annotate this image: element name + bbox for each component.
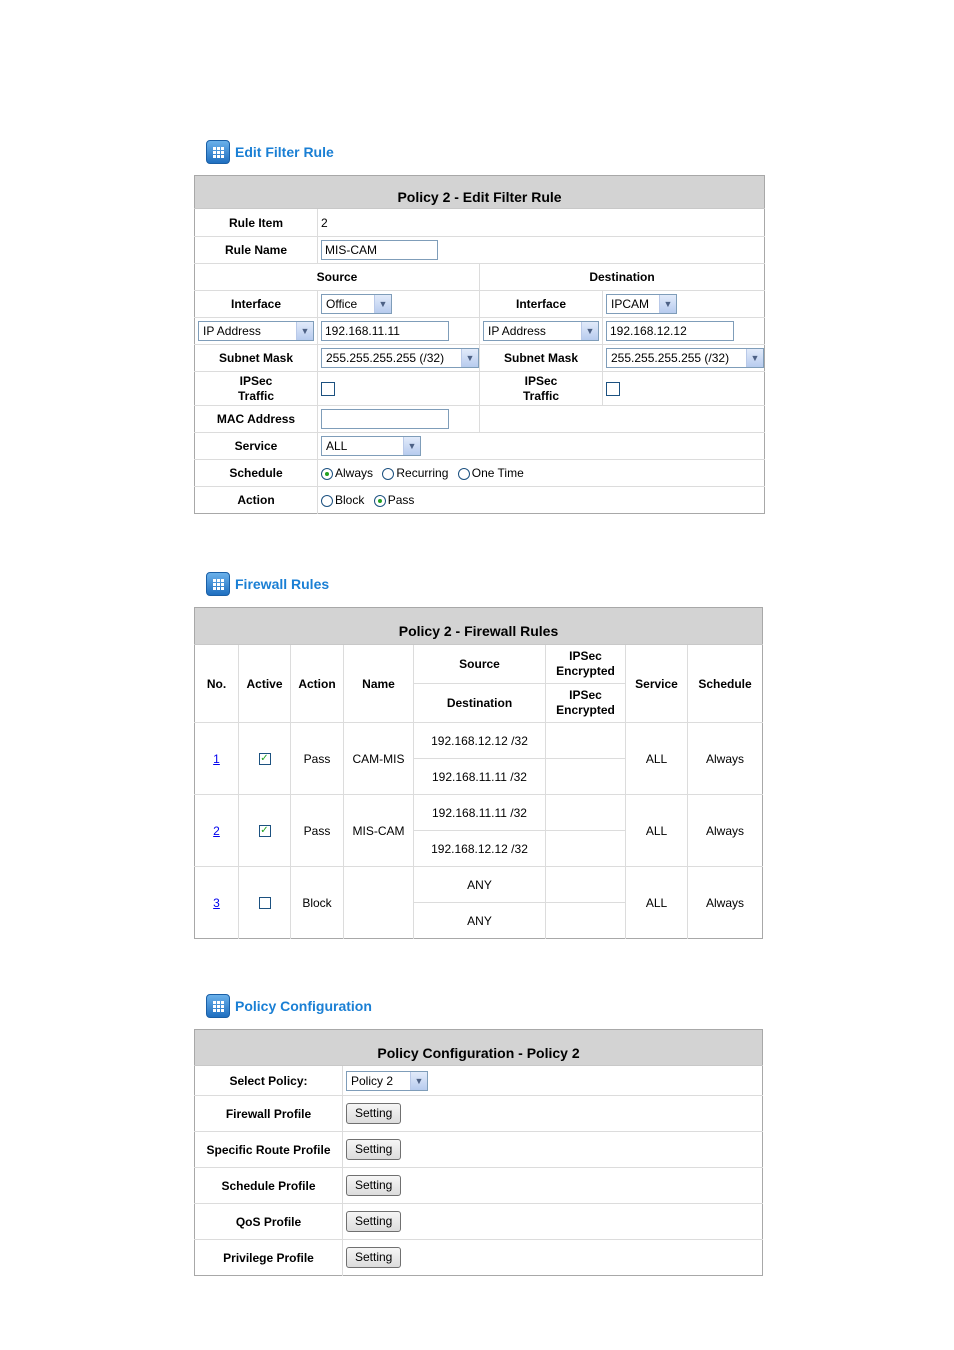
service-label: Service (195, 433, 318, 460)
row-schedule: Always (706, 895, 745, 910)
destination-ip-input[interactable]: 192.168.12.12 (606, 321, 734, 341)
column-header-destination: Destination (414, 684, 546, 723)
row-action: Pass (291, 795, 344, 867)
source-interface-label: Interface (195, 291, 318, 318)
column-header-schedule: Schedule (688, 645, 763, 723)
row-name: MIS-CAM (344, 795, 414, 867)
row-destination: 192.168.12.12 /32 (414, 831, 546, 867)
panel-header: Policy 2 - Firewall Rules (195, 608, 763, 645)
rule-link-1[interactable]: 1 (213, 751, 220, 766)
source-ipsec-checkbox[interactable] (321, 382, 335, 396)
policy-select[interactable]: Policy 2 ▼ (346, 1071, 428, 1091)
grid-icon (206, 994, 230, 1018)
radio-icon (321, 468, 333, 480)
specific-route-profile-setting-button[interactable]: Setting (346, 1139, 401, 1160)
row-service: ALL (626, 723, 688, 795)
rule-name-input[interactable]: MIS-CAM (321, 240, 438, 260)
qos-profile-label: QoS Profile (195, 1204, 343, 1240)
destination-subnet-select[interactable]: 255.255.255.255 (/32) ▼ (606, 348, 764, 368)
row-source: 192.168.12.12 /32 (414, 723, 546, 759)
row-schedule: Always (688, 723, 763, 795)
action-radio-group (318, 487, 765, 514)
column-header-active: Active (239, 645, 291, 723)
destination-ipsec-checkbox[interactable] (606, 382, 620, 396)
chevron-down-icon: ▼ (746, 349, 763, 367)
destination-interface-label: Interface (480, 291, 603, 318)
rule-name-label: Rule Name (195, 237, 318, 264)
source-heading: Source (195, 264, 480, 291)
privilege-profile-setting-button[interactable]: Setting (346, 1247, 401, 1268)
row-destination-ipsec (546, 759, 626, 795)
row-destination: 192.168.11.11 /32 (414, 759, 546, 795)
rule-link-3[interactable]: 3 (213, 895, 220, 910)
source-ipsec-label: IPSec Traffic (195, 372, 318, 406)
rule-item-label: Rule Item (195, 209, 318, 237)
column-header-source: Source (414, 645, 546, 684)
schedule-label: Schedule (195, 460, 318, 487)
source-ip-type-select[interactable]: IP Address ▼ (198, 321, 314, 341)
destination-ipsec-label: IPSec Traffic (480, 372, 603, 406)
edit-filter-rule-heading (206, 140, 334, 164)
chevron-down-icon: ▼ (659, 295, 676, 313)
policy-configuration-heading (206, 994, 372, 1018)
grid-icon (206, 572, 230, 596)
privilege-profile-label: Privilege Profile (195, 1240, 343, 1276)
column-header-name: Name (344, 645, 414, 723)
radio-icon (458, 468, 470, 480)
destination-interface-select[interactable]: IPCAM ▼ (606, 294, 677, 314)
firewall-rules-heading (206, 572, 329, 596)
row-action: Block (291, 867, 344, 939)
active-checkbox-2[interactable]: ✓ (260, 825, 269, 837)
radio-icon (374, 495, 386, 507)
firewall-profile-label: Firewall Profile (195, 1096, 343, 1132)
chevron-down-icon: ▼ (296, 322, 313, 340)
radio-icon (382, 468, 394, 480)
row-service: ALL (626, 795, 688, 867)
row-source-ipsec (546, 867, 626, 903)
policy-configuration-table (194, 1029, 763, 1276)
action-option-block[interactable]: Block (321, 493, 364, 507)
qos-profile-setting-button[interactable]: Setting (346, 1211, 401, 1232)
section-title: Firewall Rules (235, 576, 330, 592)
table-row (195, 867, 763, 903)
destination-ip-type-select[interactable]: IP Address ▼ (483, 321, 599, 341)
destination-heading: Destination (480, 264, 765, 291)
action-label: Action (195, 487, 318, 514)
row-source: ANY (414, 867, 546, 903)
chevron-down-icon: ▼ (581, 322, 598, 340)
row-action: Pass (291, 723, 344, 795)
source-subnet-select[interactable]: 255.255.255.255 (/32) ▼ (321, 348, 479, 368)
chevron-down-icon: ▼ (403, 437, 420, 455)
row-source: 192.168.11.11 /32 (414, 795, 546, 831)
row-name (344, 867, 414, 939)
rule-item-value: 2 (318, 209, 765, 237)
firewall-rules-table (194, 607, 763, 939)
radio-icon (321, 495, 333, 507)
section-title: Edit Filter Rule (235, 144, 334, 160)
grid-icon (206, 140, 230, 164)
column-header-source-ipsec: IPSec Encrypted (546, 645, 626, 684)
rule-link-2[interactable]: 2 (213, 823, 220, 838)
service-select[interactable]: ALL ▼ (321, 436, 421, 456)
specific-route-profile-label: Specific Route Profile (195, 1132, 343, 1168)
section-title: Policy Configuration (235, 998, 372, 1014)
destination-subnet-label: Subnet Mask (480, 345, 603, 372)
row-schedule: Always (688, 795, 763, 867)
edit-filter-rule-table (194, 175, 765, 514)
schedule-profile-setting-button[interactable]: Setting (346, 1175, 401, 1196)
row-source-ipsec (546, 723, 626, 759)
schedule-profile-label: Schedule Profile (195, 1168, 343, 1204)
column-header-action: Action (291, 645, 344, 723)
column-header-destination-ipsec: IPSec Encrypted (546, 684, 626, 723)
chevron-down-icon: ▼ (410, 1072, 427, 1090)
active-checkbox-1[interactable]: ✓ (260, 753, 269, 765)
source-interface-select[interactable]: Office ▼ (321, 294, 392, 314)
mac-address-input[interactable] (321, 409, 449, 429)
schedule-option-always[interactable]: Always (321, 466, 373, 480)
row-destination-ipsec (546, 903, 626, 939)
column-header-no: No. (195, 645, 239, 723)
table-row (195, 723, 763, 759)
panel-header: Policy Configuration - Policy 2 (195, 1030, 763, 1066)
row-name: CAM-MIS (344, 723, 414, 795)
panel-header: Policy 2 - Edit Filter Rule (195, 176, 765, 209)
table-row (195, 795, 763, 831)
column-header-service: Service (626, 645, 688, 723)
mac-address-label: MAC Address (195, 406, 318, 433)
chevron-down-icon: ▼ (374, 295, 391, 313)
schedule-option-one-time[interactable]: One Time (458, 466, 524, 480)
row-service: ALL (626, 867, 688, 939)
schedule-radio-group (318, 460, 765, 487)
firewall-profile-setting-button[interactable]: Setting (346, 1103, 401, 1124)
row-destination-ipsec (546, 831, 626, 867)
active-checkbox-3[interactable] (259, 897, 271, 909)
row-destination: ANY (414, 903, 546, 939)
chevron-down-icon: ▼ (461, 349, 478, 367)
action-option-pass[interactable]: Pass (374, 493, 415, 507)
row-source-ipsec (546, 795, 626, 831)
source-ip-input[interactable]: 192.168.11.11 (321, 321, 449, 341)
select-policy-label: Select Policy: (195, 1066, 343, 1096)
source-subnet-label: Subnet Mask (195, 345, 318, 372)
schedule-option-recurring[interactable]: Recurring (382, 466, 448, 480)
